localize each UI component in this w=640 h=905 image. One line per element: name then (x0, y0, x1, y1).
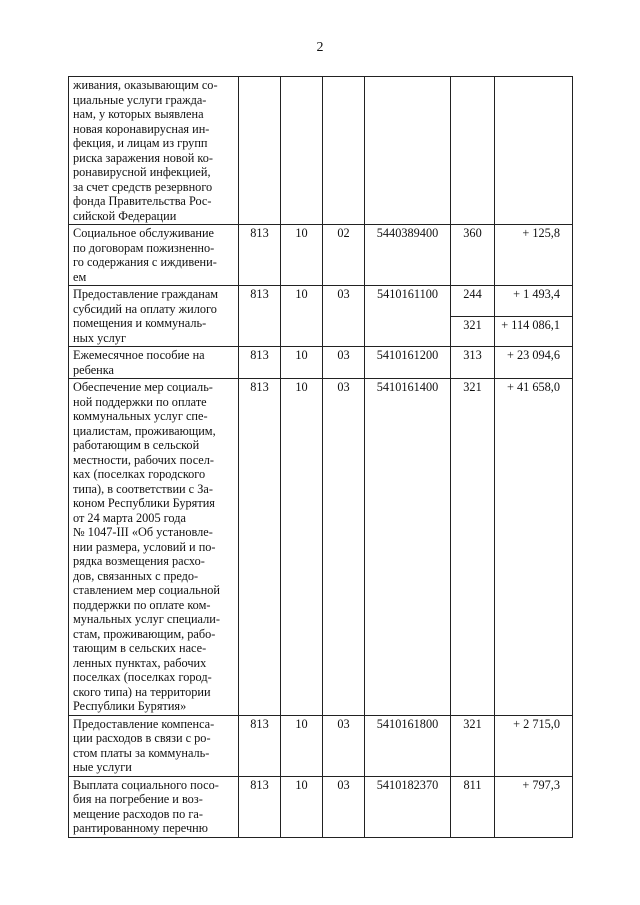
row-section: 10 (281, 286, 323, 347)
row-description: Выплата социального посо- бия на погребение и воз- мещение расходов по га- рантированному перечню (69, 776, 239, 837)
row-section: 10 (281, 379, 323, 716)
row-description: Предоставление компенса- ции расходов в связи с ро- стом платы за коммуналь- ные услуги (69, 715, 239, 776)
row-grbs: 813 (239, 379, 281, 716)
row-amount: + 41 658,0 (495, 379, 573, 716)
row-section: 10 (281, 776, 323, 837)
row-expense-type: 321 (451, 316, 495, 347)
row-expense-type: 321 (451, 715, 495, 776)
row-grbs: 813 (239, 225, 281, 286)
row-subsection (323, 77, 365, 225)
row-amount (495, 77, 573, 225)
row-expense-type: 811 (451, 776, 495, 837)
row-amount: + 114 086,1 (495, 316, 573, 347)
row-amount: + 797,3 (495, 776, 573, 837)
budget-table (68, 76, 573, 838)
table-row (69, 77, 573, 225)
row-amount: + 23 094,6 (495, 347, 573, 379)
row-section: 10 (281, 225, 323, 286)
row-expense-type: 321 (451, 379, 495, 716)
row-grbs: 813 (239, 286, 281, 347)
row-target-article: 5440389400 (365, 225, 451, 286)
row-description: живания, оказывающим со- циальные услуги гражда- нам, у которых выявлена новая коронавирусная ин- фекция, и лицам из групп риска заражения новой ко- ронавирусной инфекцией, за счет средств резервного фонда Правительства Рос- сийской Федерации (69, 77, 239, 225)
row-target-article: 5410161100 (365, 286, 451, 347)
row-section (281, 77, 323, 225)
table-row (69, 379, 573, 716)
row-expense-type: 360 (451, 225, 495, 286)
row-amount: + 125,8 (495, 225, 573, 286)
row-target-article: 5410161200 (365, 347, 451, 379)
row-grbs: 813 (239, 715, 281, 776)
row-expense-type: 244 (451, 286, 495, 317)
row-section: 10 (281, 347, 323, 379)
row-subsection: 03 (323, 379, 365, 716)
table-row (69, 225, 573, 286)
row-grbs: 813 (239, 776, 281, 837)
row-description: Ежемесячное пособие на ребенка (69, 347, 239, 379)
row-subsection: 03 (323, 286, 365, 347)
row-expense-type (451, 77, 495, 225)
table-row (69, 286, 573, 317)
row-subsection: 03 (323, 776, 365, 837)
row-target-article: 5410182370 (365, 776, 451, 837)
row-target-article: 5410161400 (365, 379, 451, 716)
row-target-article (365, 77, 451, 225)
row-expense-type: 313 (451, 347, 495, 379)
row-amount: + 2 715,0 (495, 715, 573, 776)
table-row (69, 347, 573, 379)
table-row (69, 776, 573, 837)
row-description: Социальное обслуживание по договорам пожизненно- го содержания с иждивени- ем (69, 225, 239, 286)
row-description: Предоставление гражданам субсидий на оплату жилого помещения и коммуналь- ных услуг (69, 286, 239, 347)
row-target-article: 5410161800 (365, 715, 451, 776)
row-subsection: 03 (323, 347, 365, 379)
table-row (69, 715, 573, 776)
row-subsection: 02 (323, 225, 365, 286)
row-subsection: 03 (323, 715, 365, 776)
row-section: 10 (281, 715, 323, 776)
row-description: Обеспечение мер социаль- ной поддержки по оплате коммунальных услуг спе- циалистам, проживающим, работающим в сельской местности, рабочих посел- ках (поселках городского типа), в соответствии с За- коном Республики Бурятия от 24 марта 2005 года № 1047-III «Об установле- нии размера, условий и по- рядка возмещения расхо- дов, связанных с предо- ставлением мер социальной поддержки по оплате ком- мунальных услуг специали- стам, проживающим, рабо- тающим в сельских насе- ленных пунктах, рабочих поселках (поселках город- ского типа) на территории Республики Бурятия» (69, 379, 239, 716)
row-grbs (239, 77, 281, 225)
page-number: 2 (316, 40, 324, 55)
row-grbs: 813 (239, 347, 281, 379)
row-amount: + 1 493,4 (495, 286, 573, 317)
